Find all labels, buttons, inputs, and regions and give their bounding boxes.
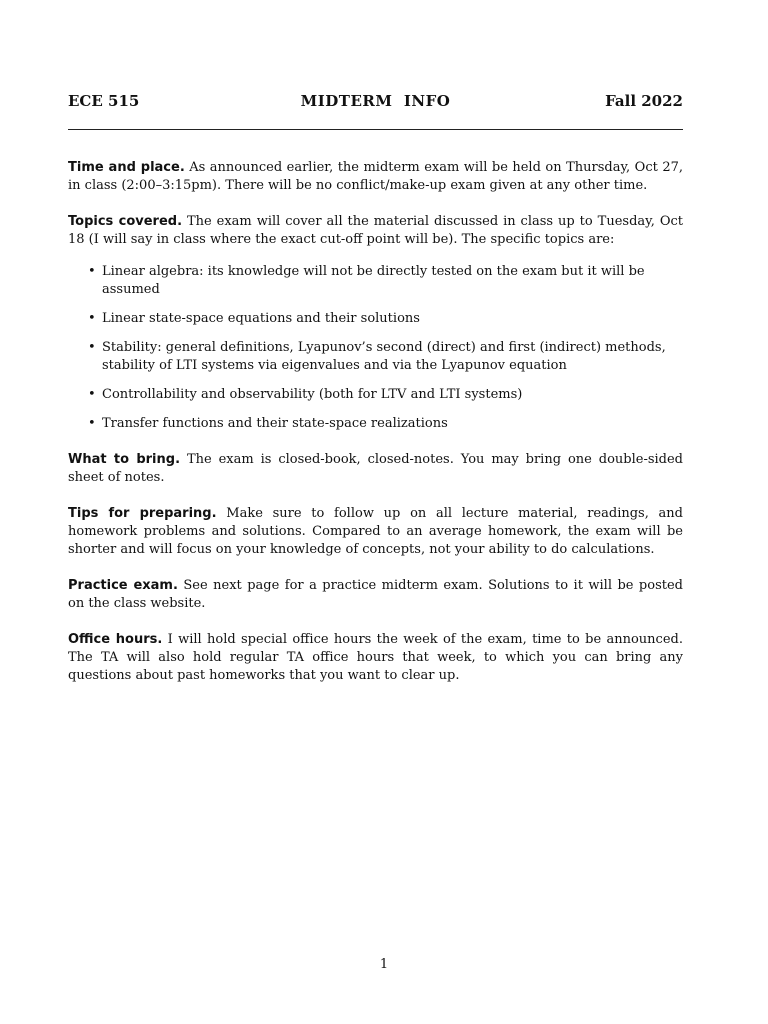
list-item-text: Linear state-space equations and their solutions [102, 311, 420, 326]
list-item-text: Controllability and observability (both for LTV and LTI systems) [102, 387, 523, 402]
section-heading: What to bring. [68, 452, 181, 467]
term-label: Fall 2022 [605, 92, 683, 110]
page-number: 1 [379, 957, 389, 972]
section-office-hours [68, 631, 683, 685]
section-heading: Time and place. [68, 160, 185, 175]
section-text: The exam will cover all the material discussed in class up to Tuesday, Oct 18 (I will say in class where the exact cut-off point will be). The specific topics are: [68, 214, 683, 247]
bullet-icon: • [88, 416, 96, 431]
topics-list [68, 263, 683, 433]
section-heading: Topics covered. [68, 214, 183, 229]
section-heading: Tips for preparing. [68, 506, 217, 521]
section-text: Make sure to follow up on all lecture material, readings, and homework problems and solutions. Compared to an average homework, the exam will be shorter and will focus on your knowledge of concepts, not your ability to do calculations. [68, 506, 684, 557]
section-practice-exam [68, 577, 683, 613]
section-time-and-place [68, 159, 683, 195]
document-title: MIDTERM INFO [300, 92, 451, 110]
bullet-icon: • [88, 387, 96, 402]
section-what-to-bring [68, 451, 683, 487]
header-rule [68, 129, 683, 130]
section-text: As announced earlier, the midterm exam will be held on Thursday, Oct 27, in class (2:00–3:15pm). There will be no conflict/make-up exam given at any other time. [68, 160, 683, 193]
list-item [68, 310, 683, 328]
section-text: I will hold special office hours the week of the exam, time to be announced. The TA will also hold regular TA office hours that week, to which you can bring any questions about past homeworks that you want to clear up. [68, 632, 683, 683]
section-text: See next page for a practice midterm exam. Solutions to it will be posted on the class website. [68, 578, 683, 611]
page-header [68, 92, 683, 114]
list-item-text: Transfer functions and their state-space realizations [102, 416, 448, 431]
bullet-icon: • [88, 264, 96, 279]
course-code: ECE 515 [68, 92, 140, 110]
list-item [68, 263, 683, 299]
list-item-text: Linear algebra: its knowledge will not be directly tested on the exam but it will be assumed [102, 264, 645, 297]
section-tips-for-preparing [68, 505, 683, 559]
list-item [68, 339, 683, 375]
bullet-icon: • [88, 311, 96, 326]
section-topics-covered [68, 213, 683, 249]
document-body [68, 159, 683, 703]
list-item-text: Stability: general definitions, Lyapunov’s second (direct) and first (indirect) methods, stability of LTI systems via eigenvalues and via the Lyapunov equation [102, 340, 666, 373]
list-item [68, 415, 683, 433]
section-heading: Practice exam. [68, 578, 178, 593]
bullet-icon: • [88, 340, 96, 355]
list-item [68, 386, 683, 404]
section-text: The exam is closed-book, closed-notes. You may bring one double-sided sheet of notes. [68, 452, 684, 485]
section-heading: Office hours. [68, 632, 163, 647]
